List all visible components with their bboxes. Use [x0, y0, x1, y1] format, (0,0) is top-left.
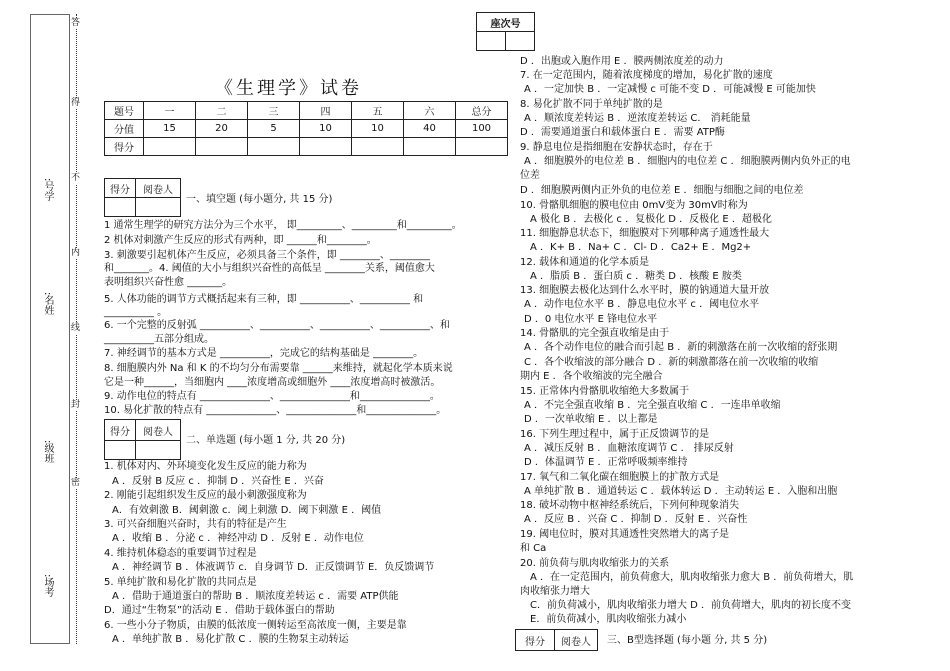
score-entry-cell[interactable] [248, 138, 300, 156]
binding-char: 内 [71, 248, 81, 258]
grader-score-label: 得分 [105, 179, 136, 198]
question-line: 2. 刚能引起组织发生反应的最小刺激强度称为 [104, 490, 307, 501]
score-table-values-row [105, 120, 508, 138]
score-entry-cell[interactable] [404, 138, 456, 156]
options-line: A ．在一定范围内，前负荷愈大，肌肉收缩张力愈大 B ．前负荷增大，肌 [530, 572, 854, 583]
fill-blank-line: 2 机体对刺激产生反应的形式有两种，即 ______和________。 [104, 235, 377, 246]
score-entry-cell[interactable] [196, 138, 248, 156]
options-line: 和 Ca [520, 543, 547, 554]
table-cell: 四 [300, 102, 352, 120]
seat-number-box [476, 12, 535, 51]
exam-title: 《生理学》试卷 [215, 78, 362, 99]
options-line: D ．出胞或入胞作用 E ．膜两侧浓度差的动力 [520, 56, 724, 67]
options-line: A ．细胞膜外的电位差 B ．细胞内的电位差 C ．细胞膜两侧内负外正的电 [524, 156, 851, 167]
table-cell: 15 [144, 120, 196, 138]
options-line: D ．0 电位水平 E 锋电位水平 [524, 314, 658, 325]
options-line: A ．顺浓度差转运 B ．逆浓度差转运 C． 消耗能量 [524, 113, 751, 124]
question-line: 18. 破坏动物中枢神经系统后，下列何种现象消失 [520, 500, 740, 511]
options-line: A 极化 B ．去极化 c ．复极化 D ．反极化 E ．超极化 [530, 214, 772, 225]
exam-room-label: :场考 [42, 574, 53, 598]
options-line: A ．反应 B ．兴奋 C ．抑制 D ．反射 E ．兴奋性 [524, 514, 748, 525]
fill-blank-line: __________ 。 [104, 307, 168, 318]
section-2-heading: 二、单选题 (每小题 1 分, 共 20 分) [186, 435, 346, 446]
binding-char: 得 [71, 98, 81, 108]
score-entry-cell[interactable] [300, 138, 352, 156]
fill-blank-line: 6. 一个完整的反射弧 __________、__________、__________、__________、和 [104, 320, 450, 331]
options-line: A ．反射 B 反应 c ．抑制 D ．兴奋性 E ．兴奋 [112, 476, 324, 487]
fill-blank-line: 和_______。4. 阈值的大小与组织兴奋性的高低呈 ________关系，阈值愈大 [104, 263, 435, 274]
binding-char: 答 [71, 18, 81, 28]
fill-blank-line: 1 通常生理学的研究方法分为三个水平， 即_________、_________和_________。 [104, 220, 462, 231]
score-table [104, 101, 508, 156]
binding-char: 线 [71, 323, 81, 333]
score-entry-cell[interactable] [456, 138, 508, 156]
options-line: 期内 E ．各个收缩波的完全融合 [520, 371, 663, 382]
options-line: A ．神经调节 B ．体液调节 c．自身调节 D．正反馈调节 E．负反馈调节 [112, 562, 435, 573]
fill-blank-line: 7. 神经调节的基本方式是 __________，完成它的结构基础是 ________。 [104, 348, 424, 359]
question-line: 7. 在一定范围内，随着浓度梯度的增加，易化扩散的速度 [520, 70, 773, 81]
question-line: 19. 阈电位时，膜对其通透性突然增大的离子是 [520, 529, 730, 540]
options-line: D ．一次单收缩 E ．以上都是 [524, 414, 658, 425]
table-cell: 三 [248, 102, 300, 120]
options-line: C ．各个收缩波的部分融合 D ．新的刺激都落在前一次收缩的收缩 [524, 357, 819, 368]
options-line: A ．一定加快 B ．一定减慢 c 可能不变 D ．可能减慢 E 可能加快 [524, 84, 816, 95]
options-line: C．前负荷减小，肌肉收缩张力增大 D ．前负荷增大，肌肉的初长度不变 [530, 600, 852, 611]
options-line: D ．体温调节 E ．正常呼吸频率维持 [524, 457, 688, 468]
table-cell: 一 [144, 102, 196, 120]
question-line: 8. 易化扩散不同于单纯扩散的是 [520, 99, 663, 110]
question-line: 3. 可兴奋细胞兴奋时，共有的特征是产生 [104, 519, 287, 530]
score-entry-cell[interactable] [144, 138, 196, 156]
options-line: D ．需要通道蛋白和载体蛋白 E ．需要 ATP酶 [520, 127, 725, 138]
score-table-score-row [105, 138, 508, 156]
grader-score-label: 得分 [516, 630, 555, 651]
binding-char: 不 [71, 173, 81, 183]
table-cell: 5 [248, 120, 300, 138]
table-cell: 10 [352, 120, 404, 138]
grader-reviewer-label: 阅卷人 [136, 179, 181, 198]
table-cell: 得分 [105, 138, 144, 156]
question-line: 17. 氧气和二氧化碳在细胞膜上的扩散方式是 [520, 472, 720, 483]
options-line: D ．细胞膜两侧内正外负的电位差 E ．细胞与细胞之间的电位差 [520, 185, 804, 196]
options-line: A ．借助于通道蛋白的帮助 B ．顺浓度差转运 c ．需要 ATP供能 [112, 591, 399, 602]
name-label: :名姓 [42, 292, 53, 316]
options-line: A ．K+ B ．Na+ C ．Cl- D ．Ca2+ E ．Mg2+ [530, 242, 752, 253]
grader-box-3 [515, 629, 598, 651]
fill-blank-line: 3. 刺激要引起机体产生反应，必须具备三个条件，即 ________、________ [104, 250, 430, 261]
binding-margin-box [30, 14, 70, 644]
score-table-header-row [105, 102, 508, 120]
grader-box-2 [104, 419, 181, 460]
question-line: 14. 骨骼肌的完全强直收缩是由于 [520, 328, 670, 339]
options-line: A ．各个动作电位的融合而引起 B ．新的刺激落在前一次收缩的舒张期 [524, 342, 838, 353]
table-cell: 五 [352, 102, 404, 120]
question-line: 13. 细胞膜去极化达到什么水平时，膜的钠通道大量开放 [520, 285, 770, 296]
grader-reviewer-label: 阅卷人 [136, 420, 181, 441]
class-label: :级班 [42, 440, 53, 464]
question-line: 5. 单纯扩散和易化扩散的共同点是 [104, 577, 257, 588]
fill-blank-line: 9. 动作电位的特点有 ______________、______________和______________。 [104, 391, 440, 402]
options-line: A ．脂质 B ．蛋白质 c ．糖类 D ．核酸 E 胺类 [530, 271, 742, 282]
table-cell: 分值 [105, 120, 144, 138]
fill-blank-line: 10. 易化扩散的特点有 ______________、______________和______________。 [104, 405, 447, 416]
options-line: D．通过“生物泵”的活动 E ．借助于载体蛋白的帮助 [104, 605, 335, 616]
question-line: 15. 正常体内骨骼肌收缩绝大多数属于 [520, 386, 690, 397]
options-line: A ．减压反射 B ．血糖浓度调节 C ． 排尿反射 [524, 443, 734, 454]
question-line: 12. 载体和通道的化学本质是 [520, 257, 650, 268]
table-cell: 40 [404, 120, 456, 138]
options-line: 位差 [520, 170, 540, 181]
question-line: 10. 骨骼肌细胞的膜电位由 0mV变为 30mV时称为 [520, 200, 748, 211]
options-line: A ．收缩 B ．分泌 c ．神经冲动 D ．反射 E ．动作电位 [112, 533, 364, 544]
question-line: 9. 静息电位是指细胞在安静状态时，存在于 [520, 142, 713, 153]
table-cell: 10 [300, 120, 352, 138]
fill-blank-line: 它是一种______，当细胞内 ____浓度增高或细胞外 ____浓度增高时被激活。 [104, 377, 441, 388]
question-line: 11. 细胞静息状态下，细胞膜对下列哪种离子通透性最大 [520, 228, 770, 239]
options-line: A ．不完全强直收缩 B ．完全强直收缩 C ．一连串单收缩 [524, 400, 781, 411]
question-line: 4. 维持机体稳态的重要调节过程是 [104, 548, 257, 559]
options-line: A 单纯扩散 B ．通道转运 C ．载体转运 D ．主动转运 E ．入胞和出胞 [524, 486, 838, 497]
student-id-label: :号学 [42, 178, 53, 202]
binding-char: 密 [71, 478, 81, 488]
options-line: A ．单纯扩散 B ．易化扩散 C ．膜的生物泵主动转运 [112, 634, 349, 645]
table-cell: 100 [456, 120, 508, 138]
grader-reviewer-label: 阅卷人 [555, 630, 598, 651]
table-cell: 总分 [456, 102, 508, 120]
section-1-heading: 一、填空题 (每小题分, 共 15 分) [186, 194, 333, 205]
binding-char: 封 [71, 400, 81, 410]
table-cell: 六 [404, 102, 456, 120]
options-line: A ．动作电位水平 B ．静息电位水平 c ．阈电位水平 [524, 299, 760, 310]
fill-blank-line: 5. 人体功能的调节方式概括起来有三种，即 __________、__________ 和 [104, 294, 424, 305]
fill-blank-line: 8. 细胞膜内外 Na 和 K 的不均匀分布需要靠 ______来维持，就起化学本质来说 [104, 363, 453, 374]
options-line: A．有效刺激 B．阈刺激 c．阈上刺激 D．阈下刺激 E ．阈值 [112, 505, 382, 516]
table-cell: 题号 [105, 102, 144, 120]
options-line: E．前负荷减小，肌肉收缩张力减小 [530, 614, 687, 625]
table-cell: 二 [196, 102, 248, 120]
fill-blank-line: 表明组织兴奋性愈 _______。 [104, 277, 233, 288]
options-line: 肉收缩张力增大 [520, 586, 590, 597]
question-line: 1. 机体对内、外环境变化发生反应的能力称为 [104, 461, 307, 472]
section-3-heading: 三、B型选择题 (每小题 分, 共 5 分) [607, 635, 768, 646]
question-line: 16. 下列生理过程中，属于正反馈调节的是 [520, 429, 710, 440]
table-cell: 20 [196, 120, 248, 138]
seat-number-label: 座次号 [477, 13, 535, 32]
grader-box-1 [104, 178, 181, 217]
question-line: 20. 前负荷与肌肉收缩张力的关系 [520, 558, 670, 569]
question-line: 6. 一些小分子物质，由膜的低浓度一侧转运至高浓度一侧，主要是靠 [104, 620, 407, 631]
fill-blank-line: __________五部分组成。 [104, 334, 214, 345]
grader-score-label: 得分 [105, 420, 136, 441]
score-entry-cell[interactable] [352, 138, 404, 156]
